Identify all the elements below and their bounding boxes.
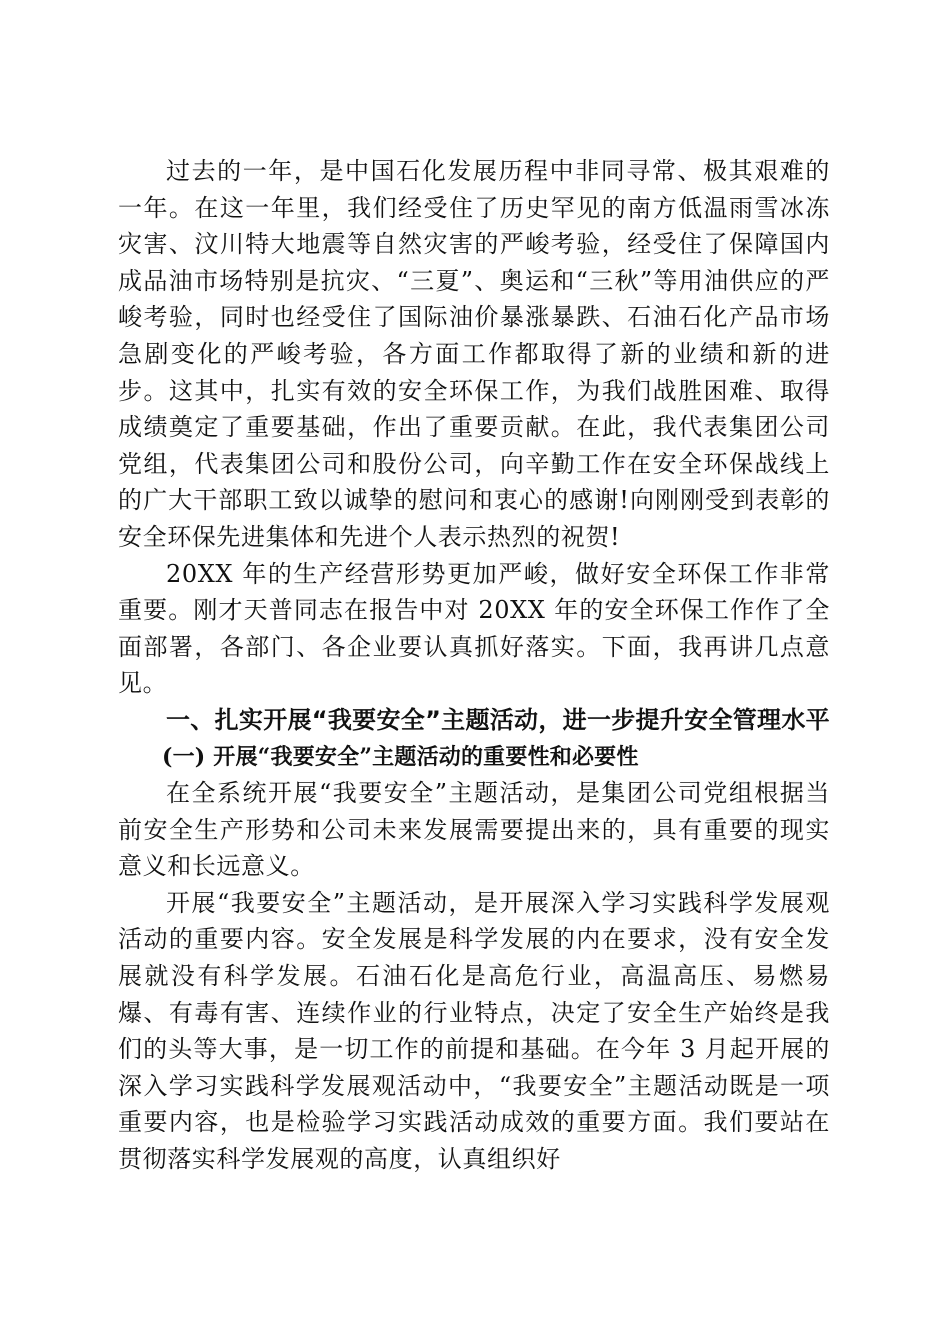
paragraph-review-of-past-year: 过去的一年，是中国石化发展历程中非同寻常、极其艰难的一年。在这一年里，我们经受住了历史罕见的南方低温雨雪冰冻灾害、汶川特大地震等自然灾害的严峻考验，经受住了保障国内成品油市场特别是抗灾、“三夏”、奥运和“三秋”等用油供应的严峻考验，同时也经受住了国际油价暴涨暴跌、石油石化产品市场急剧变化的严峻考验，各方面工作都取得了新的业绩和新的进步。这其中，扎实有效的安全环保工作，为我们战胜困难、取得成绩奠定了重要基础，作出了重要贡献。在此，我代表集团公司党组，代表集团公司和股份公司，向辛勤工作在安全环保战线上的广大干部职工致以诚挚的慰问和衷心的感谢!向刚刚受到表彰的安全环保先进集体和先进个人表示热烈的祝贺! bbox=[118, 157, 830, 551]
section-heading-1: 一、扎实开展“我要安全”主题活动，进一步提升安全管理水平 bbox=[166, 705, 830, 734]
paragraph-activity-content: 开展“我要安全”主题活动，是开展深入学习实践科学发展观活动的重要内容。安全发展是科学发展的内在要求，没有安全发展就没有科学发展。石油石化是高危行业，高温高压、易燃易爆、有毒有害、连续作业的行业特点，决定了安全生产始终是我们的头等大事，是一切工作的前提和基础。在今年 3 月起开展的深入学习实践科学发展观活动中，“我要安全”主题活动既是一项重要内容，也是检验学习实践活动成效的重要方面。我们要站在贯彻落实科学发展观的高度，认真组织好 bbox=[118, 888, 830, 1174]
document-page bbox=[118, 153, 830, 1178]
subsection-heading-1: (一) 开展“我要安全”主题活动的重要性和必要性 bbox=[162, 743, 639, 770]
paragraph-activity-significance: 在全系统开展“我要安全”主题活动，是集团公司党组根据当前安全生产形势和公司未来发展需要提出来的，具有重要的现实意义和长远意义。 bbox=[118, 779, 830, 881]
paragraph-current-situation: 20XX 年的生产经营形势更加严峻，做好安全环保工作非常重要。刚才天普同志在报告中对 20XX 年的安全环保工作作了全面部署，各部门、各企业要认真抓好落实。下面，我再讲几点意见。 bbox=[118, 559, 830, 698]
